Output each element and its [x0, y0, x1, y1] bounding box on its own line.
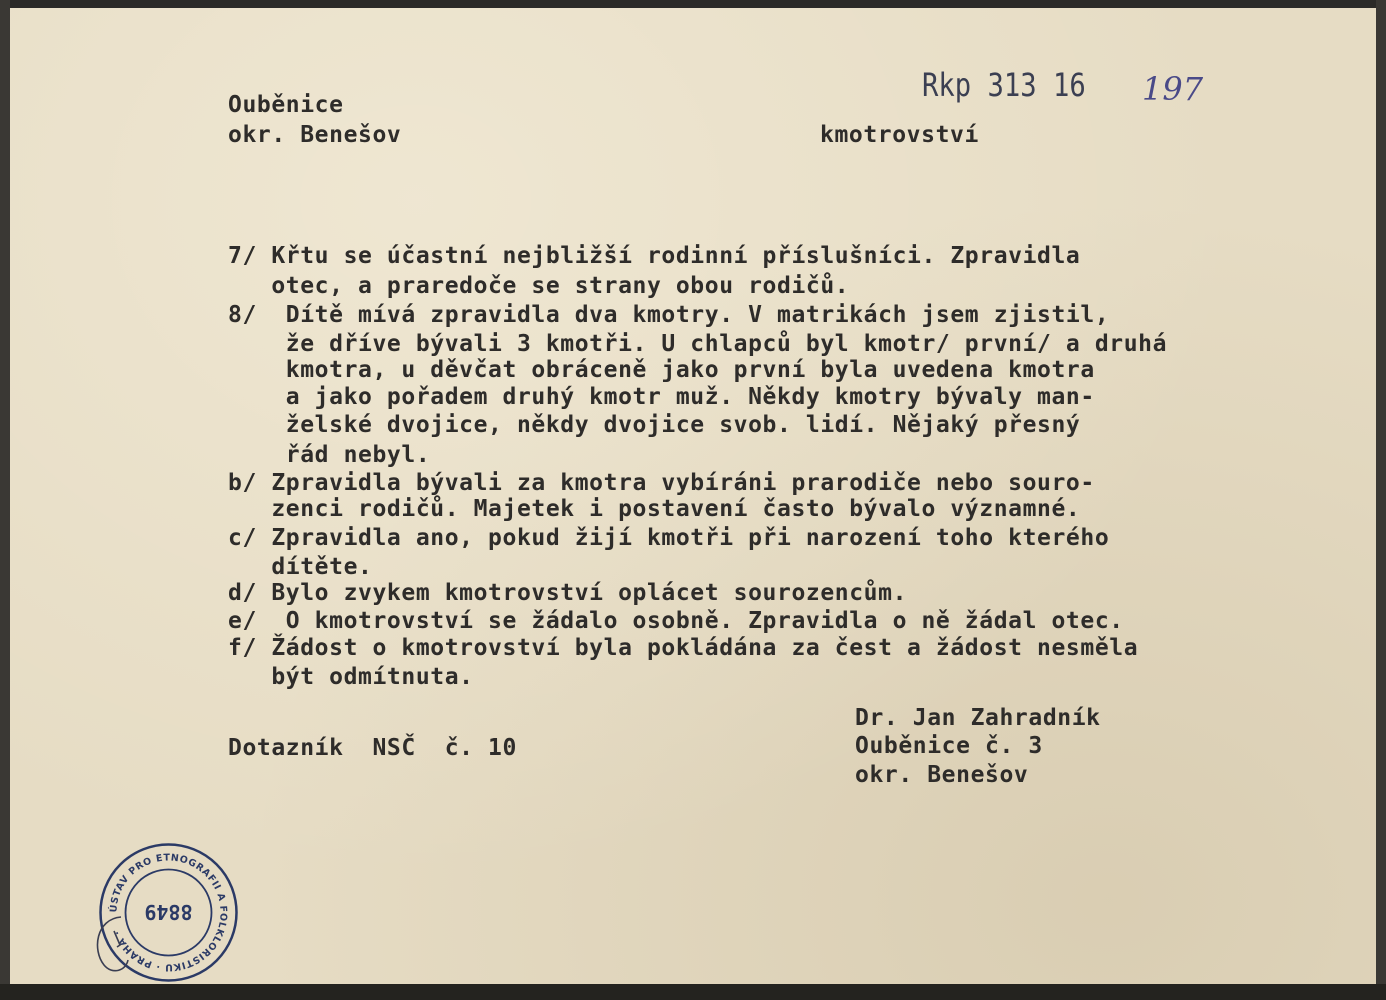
author-name: Dr. Jan Zahradník	[855, 705, 1101, 731]
answer-line: že dříve bývali 3 kmotři. U chlapců byl kmotr/ první/ a druhá	[228, 331, 1168, 357]
document-topic: kmotrovství	[820, 122, 979, 148]
stamp-number: 8849	[144, 900, 193, 924]
archive-reference: Rkp 313 16	[922, 66, 1086, 104]
scan-edge-left	[0, 0, 10, 1000]
answer-line: b/ Zpravidla bývali za kmotra vybíráni prarodiče nebo souro-	[228, 470, 1095, 496]
answer-line: být odmítnuta.	[228, 664, 474, 690]
answer-line: dítěte.	[228, 554, 373, 580]
answer-line: d/ Bylo zvykem kmotrovství oplácet sourozencům.	[228, 580, 908, 606]
answer-line: 7/ Křtu se účastní nejbližší rodinní příslušníci. Zpravidla	[228, 243, 1081, 269]
answer-line: řád nebyl.	[228, 442, 431, 468]
answer-line: želské dvojice, někdy dvojice svob. lidí. Nějaký přesný	[228, 412, 1081, 438]
page-number: 197	[1142, 70, 1204, 108]
answer-line: f/ Žádost o kmotrovství byla pokládána za čest a žádost nesměla	[228, 635, 1139, 661]
district-name: okr. Benešov	[228, 122, 402, 148]
author-district: okr. Benešov	[855, 762, 1029, 788]
answer-line: 8/ Dítě mívá zpravidla dva kmotry. V matrikách jsem zjistil,	[228, 302, 1110, 328]
answer-line: a jako pořadem druhý kmotr muž. Někdy kmotry bývaly man-	[228, 384, 1095, 410]
answer-line: c/ Zpravidla ano, pokud žijí kmotři při narození toho kterého	[228, 525, 1110, 551]
stamp-ring-text: ÚSTAV PRO ETNOGRAFII A FOLKLORISTIKU · PRAHA ·	[108, 852, 229, 973]
questionnaire-ref: Dotazník NSČ č. 10	[228, 735, 517, 761]
pencil-mark	[86, 905, 146, 985]
answer-line: zenci rodičů. Majetek i postavení často bývalo významné.	[228, 496, 1081, 522]
answer-line: kmotra, u děvčat obráceně jako první byla uvedena kmotra	[228, 357, 1095, 383]
answer-line: e/ O kmotrovství se žádalo osobně. Zpravidla o ně žádal otec.	[228, 608, 1124, 634]
place-name: Ouběnice	[228, 92, 344, 118]
scan-edge-bottom	[0, 984, 1386, 1000]
answer-line: otec, a praredoče se strany obou rodičů.	[228, 273, 850, 299]
author-address: Ouběnice č. 3	[855, 733, 1043, 759]
scan-edge-right	[1376, 0, 1386, 1000]
scan-edge-top	[0, 0, 1386, 8]
